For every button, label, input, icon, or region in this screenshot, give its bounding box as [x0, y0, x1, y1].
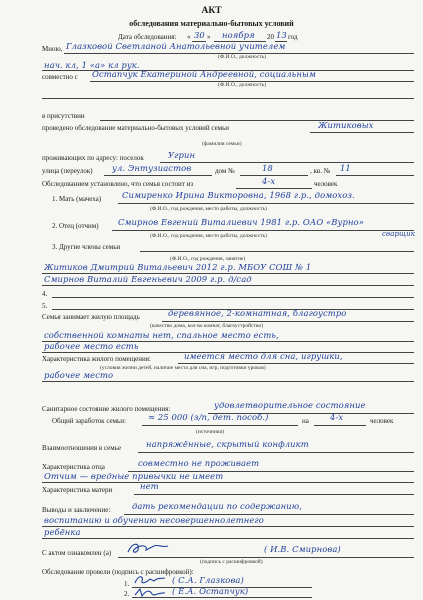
date-label: Дата обследования:: [118, 33, 177, 41]
signer-2-num: 2.: [124, 590, 130, 598]
street-value: ул. Энтузиастов: [112, 164, 192, 173]
mother-label: 1. Мать (мачеха): [52, 195, 102, 203]
others-label: 3. Другие члены семьи: [52, 243, 121, 251]
signer-1-num: 1.: [124, 580, 130, 588]
father-char-label: Характеристика отца: [42, 463, 105, 471]
house-value: 18: [262, 164, 273, 173]
date-quote-close: »: [207, 33, 211, 41]
street-label: улица (переулок): [42, 167, 93, 175]
document-subtitle: обследования материально-бытовых условий: [129, 19, 294, 28]
living-space-caption: (качество дома, кол-во комнат, благоустройство): [150, 323, 264, 329]
living-space-line2: собственной комнаты нет, спальное место есть,: [44, 331, 279, 340]
sanitary-label: Санитарное состояние жилого помещения:: [42, 405, 171, 413]
relations-label: Взаимоотношения в семье: [42, 444, 121, 452]
date-month: ноября: [222, 31, 255, 40]
others-member-1: Житиков Дмитрий Витальевич 2012 г.р. МБОУ СОШ № 1: [44, 263, 312, 272]
conducted-label: Обследование провели (подпись с расшифровкой):: [42, 568, 194, 576]
mother-value: Симиренко Ирина Викторовна, 1968 г.р., домохоз.: [122, 191, 355, 200]
father-value: Смирнов Евгений Виталиевич 1981 г.р. ОАО «Вурно»: [118, 218, 364, 227]
conclusion-line2: воспитанию и обучению несовершеннолетнего: [44, 516, 264, 525]
inspector2-value: Остапчук Екатериной Андреевной, социальным: [92, 70, 316, 79]
mother-char-value: нет: [140, 482, 159, 491]
father-char-value: совместно не проживает: [138, 459, 260, 468]
address-settlement: Угрин: [168, 151, 196, 160]
survey-family: Житиковых: [318, 121, 374, 130]
inspector1-caption: (Ф.И.О., должность): [218, 54, 267, 60]
inspector1-value-line2: нач. кл, 1 «а» кл рук.: [44, 61, 140, 70]
acquainted-value: ( И.В. Смирнова): [264, 545, 341, 554]
acquainted-signature: [124, 540, 184, 556]
income-suffix: человек: [370, 417, 394, 425]
date-year: 13: [276, 31, 287, 40]
others-member-2: Смирнов Виталий Евгеньевич 2009 г.р. д/сад: [44, 275, 252, 284]
others-num-5: 5.: [42, 302, 48, 310]
date-year-suffix: год: [288, 33, 298, 41]
living-space-value: деревянное, 2-комнатная, благоустро: [168, 309, 347, 318]
father-char-line2: Отчим — вредные привычки не имеет: [44, 472, 224, 481]
document-title: АКТ: [201, 6, 222, 16]
income-na-label: на: [302, 417, 309, 425]
signer-2-value: ( Е.А. Остапчук): [172, 587, 249, 596]
others-caption: (Ф.И.О., год рождения, занятие): [170, 256, 246, 262]
apt-value: 11: [340, 164, 351, 173]
income-value: ≈ 25 000 (з/п, дет. пособ.): [148, 413, 269, 422]
acquainted-label: С актом ознакомлен (а): [42, 549, 112, 557]
inspector1-label: Мною,: [42, 45, 63, 53]
mother-caption: (Ф.И.О., год рождения, место работы, должность): [150, 206, 267, 212]
father-note: сварщик: [382, 230, 416, 238]
signer-1-value: ( С.А. Глазкова): [172, 576, 244, 585]
family-count-label: Обследованием установлено, что семья состоит из: [42, 180, 194, 188]
survey-caption: (фамилия семьи): [202, 141, 242, 147]
date-day: 30: [194, 31, 205, 40]
conclusion-label: Выводы и заключение:: [42, 506, 111, 514]
date-year-prefix: 20: [267, 33, 274, 41]
address-label: проживающих по адресу: поселок: [42, 154, 144, 162]
apt-label: , кв. №: [310, 167, 331, 175]
income-label: Общий заработок семьи:: [52, 417, 126, 425]
living-space-line3: рабочее место есть: [44, 342, 139, 351]
conclusion-value: дать рекомендации по содержанию,: [132, 502, 302, 511]
father-label: 2. Отец (отчим): [52, 222, 99, 230]
mother-char-label: Характеристика матери: [42, 486, 113, 494]
father-caption: (Ф.И.О., год рождения, место работы, должность): [150, 233, 267, 239]
date-quote-open: «: [187, 33, 191, 41]
income-na-value: 4-х: [330, 413, 344, 422]
family-count-value: 4-х: [262, 177, 276, 186]
housing-label: Характеристика жилого помещения:: [42, 355, 151, 363]
acquainted-caption: (подпись с расшифровкой): [200, 559, 263, 565]
house-label: дом №: [215, 167, 235, 175]
survey-label: проведено обследование материально-бытовых условий семьи: [42, 124, 230, 132]
presence-label: в присутствии: [42, 112, 85, 120]
housing-value: имеется место для сна, игрушки,: [184, 352, 343, 361]
income-caption: (источники): [196, 429, 225, 435]
others-num-4: 4.: [42, 290, 48, 298]
sanitary-value: удовлетворительное состояние: [214, 401, 366, 410]
housing-line2: рабочее место: [44, 371, 114, 380]
relations-value: напряжённые, скрытый конфликт: [146, 440, 309, 449]
inspector2-label: совместно с: [42, 73, 78, 81]
housing-caption: (условия жизни детей, наличие места для сна, игр, подготовки уроков): [100, 365, 266, 371]
inspector2-caption: (Ф.И.О., должность): [218, 82, 267, 88]
conclusion-line3: ребёнка: [44, 528, 81, 537]
family-count-suffix: человек: [314, 180, 338, 188]
inspector1-value: Глазковой Светланой Анатольевной учителем: [66, 42, 286, 51]
living-space-label: Семья занимает жилую площадь: [42, 313, 140, 321]
signer-1-signature: [132, 573, 168, 586]
